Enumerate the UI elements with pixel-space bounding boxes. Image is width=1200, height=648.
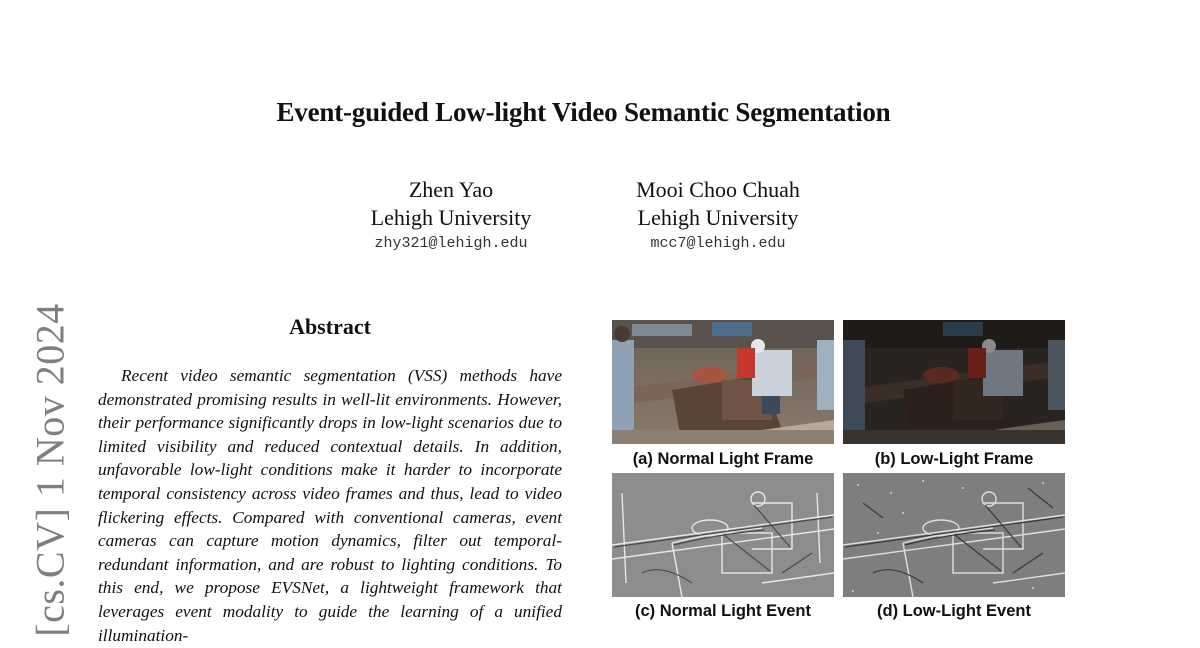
figure-caption-b: (b) Low-Light Frame	[874, 450, 1034, 468]
author-affiliation: Lehigh University	[370, 205, 532, 230]
arxiv-stamp: [cs.CV] 1 Nov 2024	[27, 303, 73, 637]
author-affiliation: Lehigh University	[637, 205, 799, 230]
author-email[interactable]: mcc7@lehigh.edu	[650, 235, 786, 252]
event-map-illustration	[612, 473, 834, 597]
author-name: Mooi Choo Chuah	[636, 177, 800, 202]
author-name: Zhen Yao	[408, 177, 494, 202]
paper-title: Event-guided Low-light Video Semantic Segmentation	[276, 97, 891, 127]
figure-panel-normal-event	[612, 473, 834, 597]
workshop-photo-illustration	[612, 320, 834, 444]
figure-caption-d: (d) Low-Light Event	[877, 602, 1031, 620]
figure-panel-low-light-event	[843, 473, 1065, 597]
figure-caption-c: (c) Normal Light Event	[634, 602, 811, 620]
event-map-noisy-illustration	[843, 473, 1065, 597]
figure-panel-normal-frame	[612, 320, 834, 444]
abstract-body: Recent video semantic segmentation (VSS) methods have demonstrated promising results in well-lit environments. However, their performance significantly drops in low-light scenarios due to limited visibility and reduced contextual details. In addition, unfavorable low-light conditions make it harder to incorporate temporal consistency across video frames and thus, lead to video flickering effects. Compared with conventional cameras, event cameras can capture motion dynamics, filter out temporal-redundant information, and are robust to lighting conditions. To this end, we propose EVSNet, a lightweight framework that leverages event modality to guide the learning of a unified illumination-	[98, 366, 562, 645]
figure-panel-low-light-frame	[843, 320, 1065, 444]
abstract-heading: Abstract	[289, 314, 371, 339]
author-block-2	[598, 176, 838, 256]
figure-caption-a: (a) Normal Light Frame	[632, 450, 814, 468]
workshop-photo-dark-illustration	[843, 320, 1065, 444]
author-email[interactable]: zhy321@lehigh.edu	[374, 235, 528, 252]
author-block-1	[331, 176, 571, 256]
